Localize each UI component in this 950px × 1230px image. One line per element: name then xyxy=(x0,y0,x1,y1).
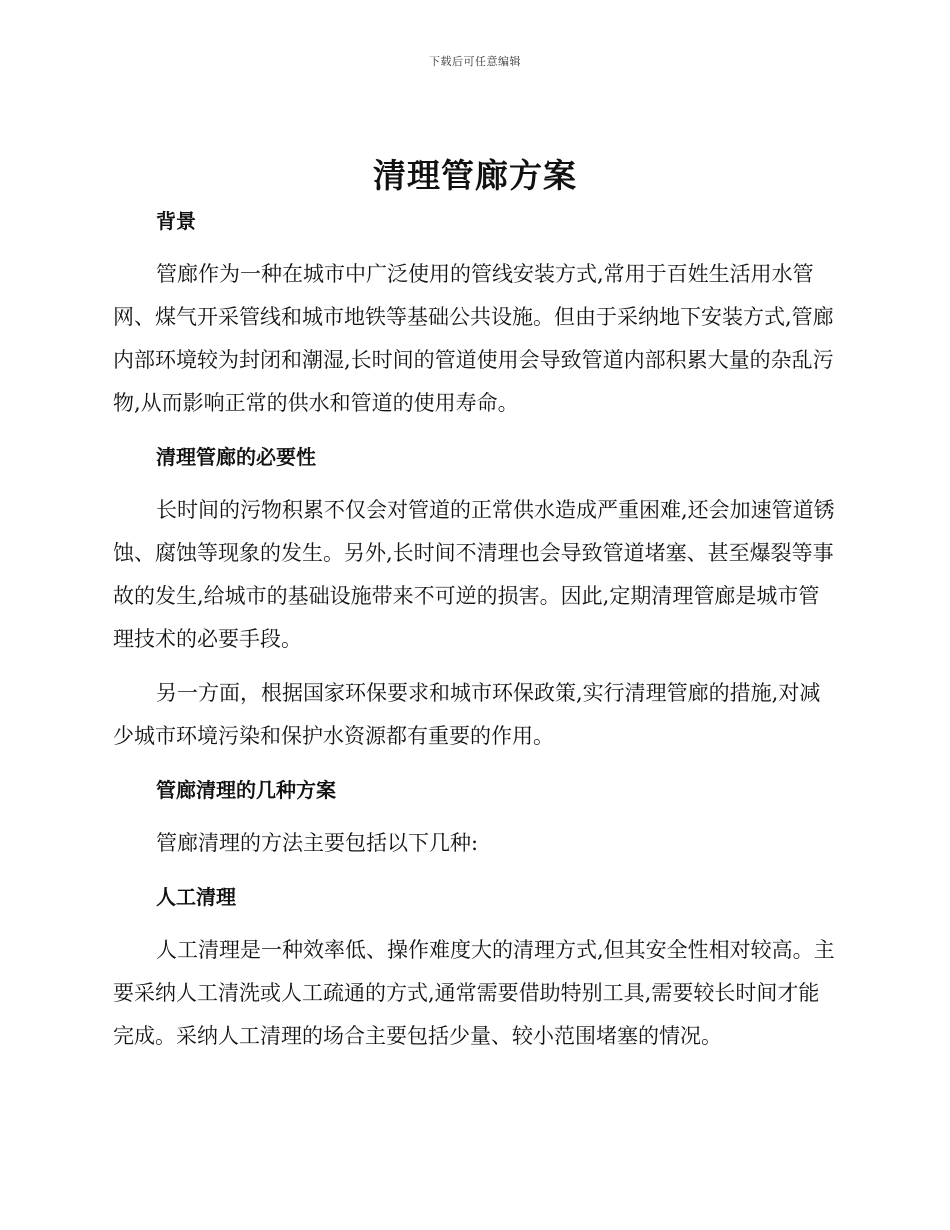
paragraph-manual-cleaning: 人工清理是一种效率低、操作难度大的清理方式,但其安全性相对较高。主要采纳人工清洗或人工疏通的方式,通常需要借助特别工具,需要较长时间才能完成。采纳人工清理的场合主要包括少量、较小范围堵塞的情况。 xyxy=(113,938,835,1048)
paragraph-schemes-intro: 管廊清理的方法主要包括以下几种: xyxy=(156,831,479,855)
page-header-note: 下载后可任意编辑 xyxy=(429,55,521,68)
section-heading-manual-cleaning: 人工清理 xyxy=(156,885,236,909)
document-title: 清理管廊方案 xyxy=(373,156,577,195)
paragraph-background: 管廊作为一种在城市中广泛使用的管线安装方式,常用于百姓生活用水管网、煤气开采管线和城市地铁等基础公共设施。但由于采纳地下安装方式,管廊内部环境较为封闭和潮湿,长时间的管道使用会导致管道内部积累大量的杂乱污物,从而影响正常的供水和管道的使用寿命。 xyxy=(113,262,834,415)
section-heading-background: 背景 xyxy=(156,209,196,233)
document-body xyxy=(113,200,835,1058)
section-heading-necessity: 清理管廊的必要性 xyxy=(156,445,316,469)
section-heading-schemes: 管廊清理的几种方案 xyxy=(156,778,336,802)
paragraph-necessity-2: 另一方面，根据国家环保要求和城市环保政策,实行清理管廊的措施,对减少城市环境污染和保护水资源都有重要的作用。 xyxy=(113,681,821,748)
paragraph-necessity-1: 长时间的污物积累不仅会对管道的正常供水造成严重困难,还会加速管道锈蚀、腐蚀等现象的发生。另外,长时间不清理也会导致管道堵塞、甚至爆裂等事故的发生,给城市的基础设施带来不可逆的损害。因此,定期清理管廊是城市管理技术的必要手段。 xyxy=(113,498,835,651)
